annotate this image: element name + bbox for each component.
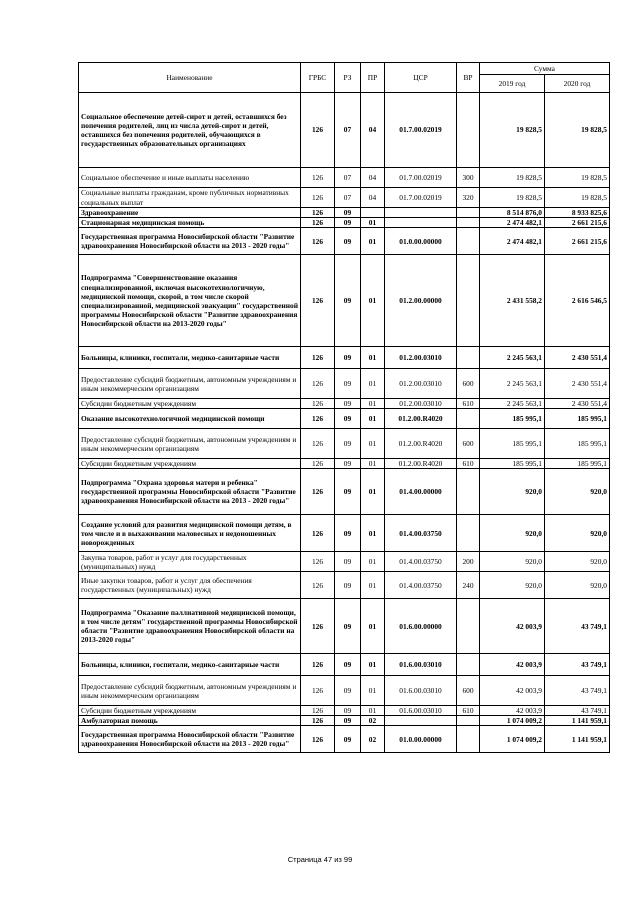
table-cell-2019: 2 474 482,1 [480, 228, 545, 255]
table-cell-csr: 01.7.00.02019 [385, 188, 457, 208]
table-cell-2019: 42 003,9 [480, 654, 545, 676]
table-row [79, 429, 610, 459]
table-cell-rz: 07 [335, 188, 361, 208]
table-cell-pr: 01 [361, 552, 385, 572]
table-cell-name: Государственная программа Новосибирской области "Развитие здравоохранения Новосибирской области на 2013 - 2020 годы" [79, 726, 301, 753]
table-cell-pr: 01 [361, 469, 385, 515]
table-cell-grbs: 126 [301, 706, 335, 716]
table-cell-pr: 01 [361, 369, 385, 399]
table-cell-csr [385, 218, 457, 228]
table-cell-2020: 2 616 546,5 [545, 255, 610, 347]
table-cell-2020: 2 430 551,4 [545, 399, 610, 409]
table-cell-grbs: 126 [301, 515, 335, 552]
table-cell-name: Подпрограмма "Совершенствование оказания специализированной, включая высокотехнологичную, медицинской помощи, скорой, в том числе скорой специализированной, медицинской эвакуации" государственной программы Новосибирской области "Развитие здравоохранения Новосибирской области на 2013-2020 годы" [79, 255, 301, 347]
table-cell-rz: 09 [335, 347, 361, 369]
table-body [79, 93, 610, 753]
table-row [79, 515, 610, 552]
table-cell-name: Предоставление субсидий бюджетным, автономным учреждениям и иным некоммерческим организациям [79, 369, 301, 399]
table-cell-pr: 02 [361, 716, 385, 726]
table-cell-2020: 920,0 [545, 552, 610, 572]
table-cell-csr: 01.2.00.00000 [385, 255, 457, 347]
table-cell-grbs: 126 [301, 228, 335, 255]
table-cell-2019: 2 245 563,1 [480, 347, 545, 369]
header-csr: ЦСР [385, 63, 457, 93]
table-cell-csr: 01.4.00.03750 [385, 515, 457, 552]
table-cell-rz: 09 [335, 459, 361, 469]
table-cell-rz: 07 [335, 168, 361, 188]
table-cell-csr: 01.2.00.03010 [385, 369, 457, 399]
table-cell-csr: 01.6.00.03010 [385, 654, 457, 676]
table-cell-2020: 19 828,5 [545, 188, 610, 208]
table-cell-grbs: 126 [301, 429, 335, 459]
table-cell-vr: 240 [457, 572, 480, 599]
table-cell-grbs: 126 [301, 255, 335, 347]
table-row [79, 208, 610, 218]
table-cell-2020: 920,0 [545, 515, 610, 552]
table-cell-vr: 610 [457, 706, 480, 716]
table-cell-rz: 09 [335, 369, 361, 399]
table-cell-2020: 8 933 825,6 [545, 208, 610, 218]
table-cell-rz: 09 [335, 726, 361, 753]
table-cell-rz: 09 [335, 469, 361, 515]
table-row [79, 552, 610, 572]
table-row [79, 676, 610, 706]
table-cell-2019: 19 828,5 [480, 93, 545, 168]
table-cell-pr: 01 [361, 676, 385, 706]
table-cell-pr [361, 208, 385, 218]
table-cell-2020: 920,0 [545, 572, 610, 599]
table-cell-name: Субсидии бюджетным учреждениям [79, 459, 301, 469]
table-cell-pr: 01 [361, 228, 385, 255]
table-cell-2019: 42 003,9 [480, 706, 545, 716]
table-cell-rz: 07 [335, 93, 361, 168]
table-cell-name: Предоставление субсидий бюджетным, автономным учреждениям и иным некоммерческим организациям [79, 676, 301, 706]
table-cell-2020: 43 749,1 [545, 676, 610, 706]
table-cell-name: Субсидии бюджетным учреждениям [79, 706, 301, 716]
table-cell-csr: 01.7.00.02019 [385, 93, 457, 168]
table-cell-grbs: 126 [301, 399, 335, 409]
table-cell-vr [457, 726, 480, 753]
table-cell-2020: 185 995,1 [545, 409, 610, 429]
table-cell-vr: 320 [457, 188, 480, 208]
table-cell-2020: 2 661 215,6 [545, 218, 610, 228]
table-cell-rz: 09 [335, 515, 361, 552]
table-cell-vr [457, 347, 480, 369]
table-cell-2019: 1 074 009,2 [480, 726, 545, 753]
table-cell-name: Амбулаторная помощь [79, 716, 301, 726]
table-cell-csr: 01.0.00.00000 [385, 228, 457, 255]
table-cell-grbs: 126 [301, 208, 335, 218]
table-cell-name: Государственная программа Новосибирской области "Развитие здравоохранения Новосибирской области на 2013 - 2020 годы" [79, 228, 301, 255]
table-cell-pr: 01 [361, 654, 385, 676]
table-row [79, 459, 610, 469]
table-cell-name: Субсидии бюджетным учреждениям [79, 399, 301, 409]
table-cell-vr: 600 [457, 429, 480, 459]
table-cell-pr: 01 [361, 218, 385, 228]
table-cell-2020: 2 430 551,4 [545, 369, 610, 399]
table-cell-csr: 01.2.00.R4020 [385, 409, 457, 429]
table-row [79, 228, 610, 255]
table-cell-grbs: 126 [301, 347, 335, 369]
table-cell-csr: 01.7.00.02019 [385, 168, 457, 188]
table-cell-grbs: 126 [301, 552, 335, 572]
table-cell-pr: 01 [361, 459, 385, 469]
table-cell-pr: 01 [361, 515, 385, 552]
table-cell-2020: 43 749,1 [545, 654, 610, 676]
table-cell-csr: 01.6.00.00000 [385, 599, 457, 654]
table-cell-vr [457, 409, 480, 429]
table-cell-2019: 920,0 [480, 552, 545, 572]
table-cell-name: Подпрограмма "Оказание паллиативной медицинской помощи, в том числе детям" государственной программы Новосибирской области "Развитие здравоохранения Новосибирской области на 2013-2020 годы" [79, 599, 301, 654]
table-cell-name: Больницы, клиники, госпитали, медико-санитарные части [79, 347, 301, 369]
budget-table [78, 62, 610, 753]
table-row [79, 469, 610, 515]
table-cell-grbs: 126 [301, 716, 335, 726]
header-year-2019: 2019 год [480, 75, 545, 93]
table-cell-2019: 920,0 [480, 515, 545, 552]
table-cell-name: Социальное обеспечение детей-сирот и детей, оставшихся без попечения родителей, лиц из числа детей-сирот и детей, оставшихся без попечения родителей, обучающихся в государственных образовательных организациях [79, 93, 301, 168]
table-cell-2020: 920,0 [545, 469, 610, 515]
table-cell-pr: 02 [361, 726, 385, 753]
table-cell-grbs: 126 [301, 409, 335, 429]
table-cell-pr: 01 [361, 599, 385, 654]
table-cell-2020: 1 141 959,1 [545, 716, 610, 726]
table-cell-rz: 09 [335, 429, 361, 459]
table-cell-name: Иные закупки товаров, работ и услуг для обеспечения государственных (муниципальных) нужд [79, 572, 301, 599]
table-cell-2019: 920,0 [480, 469, 545, 515]
table-cell-2019: 42 003,9 [480, 676, 545, 706]
table-cell-grbs: 126 [301, 572, 335, 599]
header-grbs: ГРБС [301, 63, 335, 93]
table-cell-grbs: 126 [301, 599, 335, 654]
table-cell-rz: 09 [335, 552, 361, 572]
table-cell-csr: 01.4.00.00000 [385, 469, 457, 515]
table-cell-name: Социальные выплаты гражданам, кроме публичных нормативных социальных выплат [79, 188, 301, 208]
table-cell-grbs: 126 [301, 726, 335, 753]
table-cell-pr: 01 [361, 255, 385, 347]
table-cell-vr [457, 515, 480, 552]
table-cell-2019: 2 431 558,2 [480, 255, 545, 347]
table-cell-2019: 2 474 482,1 [480, 218, 545, 228]
table-cell-2019: 2 245 563,1 [480, 369, 545, 399]
table-row [79, 93, 610, 168]
table-cell-vr [457, 228, 480, 255]
table-cell-2019: 8 514 876,0 [480, 208, 545, 218]
table-cell-grbs: 126 [301, 469, 335, 515]
table-cell-csr [385, 208, 457, 218]
table-header [79, 63, 610, 93]
table-row [79, 599, 610, 654]
header-vr: ВР [457, 63, 480, 93]
header-sum: Сумма [480, 63, 610, 75]
table-cell-rz: 09 [335, 706, 361, 716]
table-row [79, 347, 610, 369]
table-row [79, 654, 610, 676]
table-cell-rz: 09 [335, 208, 361, 218]
table-cell-2019: 920,0 [480, 572, 545, 599]
table-row [79, 726, 610, 753]
table-cell-grbs: 126 [301, 188, 335, 208]
table-cell-2019: 185 995,1 [480, 429, 545, 459]
table-cell-vr [457, 255, 480, 347]
table-cell-rz: 09 [335, 409, 361, 429]
page-number: Страница 47 из 99 [287, 855, 353, 864]
table-cell-csr: 01.6.00.03010 [385, 676, 457, 706]
table-cell-vr: 610 [457, 459, 480, 469]
table-cell-vr [457, 654, 480, 676]
table-cell-vr [457, 716, 480, 726]
table-cell-2020: 19 828,5 [545, 93, 610, 168]
table-cell-vr: 200 [457, 552, 480, 572]
table-cell-pr: 01 [361, 429, 385, 459]
table-cell-2020: 43 749,1 [545, 706, 610, 716]
table-cell-name: Создание условий для развития медицинской помощи детям, в том числе и в выхаживании маловесных и недоношенных новорожденных [79, 515, 301, 552]
table-cell-name: Стационарная медицинская помощь [79, 218, 301, 228]
table-cell-rz: 09 [335, 572, 361, 599]
table-cell-csr: 01.4.00.03750 [385, 552, 457, 572]
table-cell-grbs: 126 [301, 168, 335, 188]
table-row [79, 369, 610, 399]
table-cell-rz: 09 [335, 716, 361, 726]
table-row [79, 218, 610, 228]
table-cell-csr: 01.6.00.03010 [385, 706, 457, 716]
table-cell-2019: 42 003,9 [480, 599, 545, 654]
table-cell-vr [457, 469, 480, 515]
table-cell-2020: 43 749,1 [545, 599, 610, 654]
table-cell-vr [457, 208, 480, 218]
table-cell-csr: 01.2.00.03010 [385, 399, 457, 409]
table-cell-vr [457, 93, 480, 168]
header-pr: ПР [361, 63, 385, 93]
table-cell-pr: 01 [361, 572, 385, 599]
table-cell-2020: 2 661 215,6 [545, 228, 610, 255]
table-cell-csr: 01.2.00.R4020 [385, 459, 457, 469]
table-cell-vr: 300 [457, 168, 480, 188]
table-cell-name: Закупка товаров, работ и услуг для государственных (муниципальных) нужд [79, 552, 301, 572]
table-row [79, 706, 610, 716]
table-cell-csr: 01.0.00.00000 [385, 726, 457, 753]
table-cell-pr: 01 [361, 409, 385, 429]
table-cell-pr: 04 [361, 93, 385, 168]
table-cell-vr: 610 [457, 399, 480, 409]
table-cell-2020: 1 141 959,1 [545, 726, 610, 753]
table-cell-2019: 185 995,1 [480, 409, 545, 429]
table-cell-rz: 09 [335, 599, 361, 654]
table-cell-vr [457, 599, 480, 654]
table-cell-2020: 185 995,1 [545, 459, 610, 469]
table-cell-pr: 04 [361, 188, 385, 208]
table-cell-rz: 09 [335, 654, 361, 676]
table-row [79, 572, 610, 599]
table-cell-vr [457, 218, 480, 228]
table-cell-grbs: 126 [301, 369, 335, 399]
table-cell-vr: 600 [457, 676, 480, 706]
table-cell-name: Предоставление субсидий бюджетным, автономным учреждениям и иным некоммерческим организациям [79, 429, 301, 459]
header-year-2020: 2020 год [545, 75, 610, 93]
table-cell-2020: 2 430 551,4 [545, 347, 610, 369]
table-cell-name: Больницы, клиники, госпитали, медико-санитарные части [79, 654, 301, 676]
table-row [79, 716, 610, 726]
table-cell-rz: 09 [335, 399, 361, 409]
table-cell-rz: 09 [335, 218, 361, 228]
table-cell-vr: 600 [457, 369, 480, 399]
table-cell-grbs: 126 [301, 676, 335, 706]
table-cell-rz: 09 [335, 676, 361, 706]
table-row [79, 255, 610, 347]
table-row [79, 168, 610, 188]
table-cell-2019: 2 245 563,1 [480, 399, 545, 409]
table-cell-2020: 185 995,1 [545, 429, 610, 459]
table-cell-csr [385, 716, 457, 726]
table-cell-pr: 01 [361, 706, 385, 716]
table-row [79, 409, 610, 429]
table-cell-pr: 01 [361, 347, 385, 369]
table-cell-csr: 01.2.00.R4020 [385, 429, 457, 459]
table-cell-rz: 09 [335, 228, 361, 255]
table-cell-grbs: 126 [301, 93, 335, 168]
header-name: Наименование [79, 63, 301, 93]
table-cell-2019: 185 995,1 [480, 459, 545, 469]
table-cell-grbs: 126 [301, 218, 335, 228]
table-cell-2020: 19 828,5 [545, 168, 610, 188]
table-cell-pr: 04 [361, 168, 385, 188]
table-cell-grbs: 126 [301, 654, 335, 676]
table-cell-name: Здравоохранение [79, 208, 301, 218]
table-cell-2019: 19 828,5 [480, 188, 545, 208]
header-rz: РЗ [335, 63, 361, 93]
table-cell-csr: 01.4.00.03750 [385, 572, 457, 599]
table-row [79, 399, 610, 409]
table-cell-pr: 01 [361, 399, 385, 409]
table-cell-csr: 01.2.00.03010 [385, 347, 457, 369]
table-cell-name: Подпрограмма "Охрана здоровья матери и ребенка" государственной программы Новосибирской области "Развитие здравоохранения Новосибирской области на 2013 - 2020 годы" [79, 469, 301, 515]
table-cell-name: Социальное обеспечение и иные выплаты населению [79, 168, 301, 188]
table-cell-name: Оказание высокотехнологичной медицинской помощи [79, 409, 301, 429]
table-cell-2019: 19 828,5 [480, 168, 545, 188]
table-cell-rz: 09 [335, 255, 361, 347]
table-row [79, 188, 610, 208]
table-cell-grbs: 126 [301, 459, 335, 469]
table-cell-2019: 1 074 009,2 [480, 716, 545, 726]
